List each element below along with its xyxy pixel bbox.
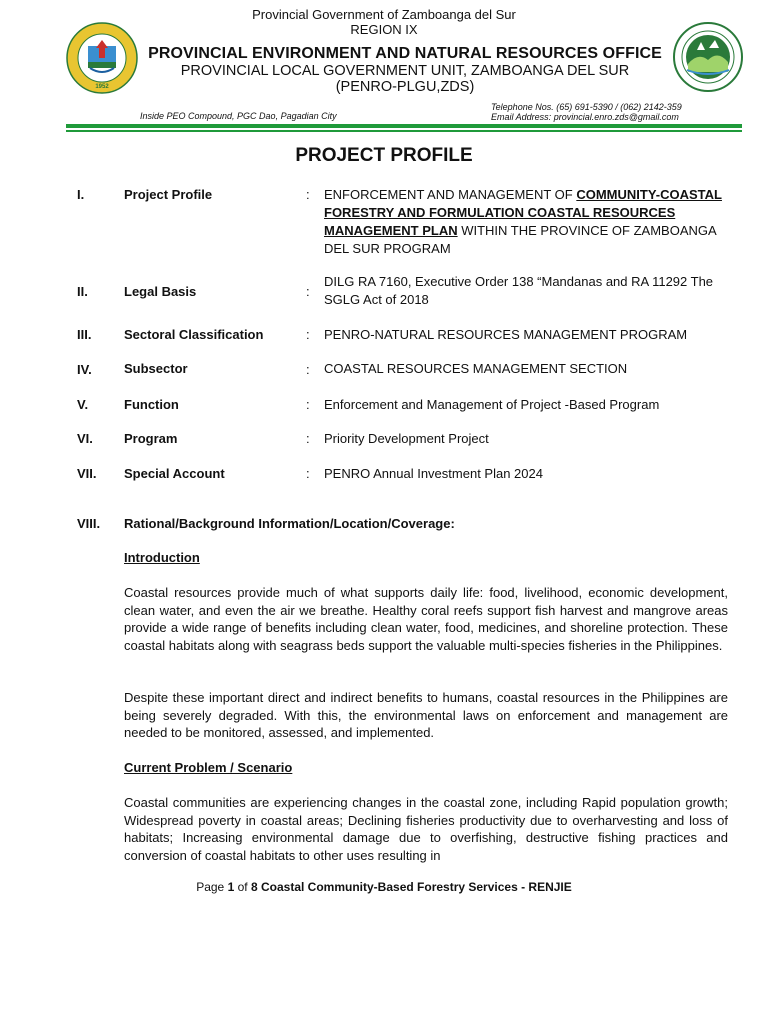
row-colon: :: [306, 187, 310, 202]
page-title: PROJECT PROFILE: [295, 145, 473, 166]
special-account-value: PENRO Annual Investment Plan 2024: [324, 466, 543, 481]
row-colon: :: [306, 284, 310, 299]
row-number: II.: [77, 284, 88, 299]
provincial-seal-icon: [66, 22, 138, 94]
introduction-paragraph-1: Coastal resources provide much of what supports daily life: food, livelihood, economic development, clean water, and even the air we breathe. Healthy coral reefs support fish harvest and mangrove areas provide a wide range of benefits including clean water, food, medicines, and shoreline protection. These coastal habitats along with seagrass beds support the valuable multi-species fisheries in the Philippines.: [124, 585, 728, 653]
row-number: I.: [77, 187, 85, 202]
row-number: III.: [77, 327, 92, 342]
footer-page-number: 1: [227, 880, 235, 894]
current-problem-paragraph: Coastal communities are experiencing changes in the coastal zone, including Rapid population growth; Widespread poverty in coastal areas; Declining fisheries productivity due to overharvesting and loss of habitats; Increasing environmental damage due to overfishing, destructive fishing practices and conversion of coastal habitats to other uses resulting in: [124, 795, 728, 863]
row-number: VII.: [77, 466, 97, 481]
row-label: Special Account: [124, 466, 225, 481]
section-heading-background: Rational/Background Information/Location/Coverage:: [124, 516, 455, 531]
value-part: ENFORCEMENT AND MANAGEMENT OF: [324, 187, 577, 202]
program-value: Priority Development Project: [324, 431, 489, 446]
subsector-value: COASTAL RESOURCES MANAGEMENT SECTION: [324, 361, 628, 376]
row-colon: :: [306, 327, 310, 342]
row-number: VI.: [77, 431, 93, 446]
row-label: Subsector: [124, 361, 188, 376]
row-colon: :: [306, 362, 310, 377]
row-number: VIII.: [77, 516, 101, 531]
value-part: WITHIN THE PROVINCE OF ZAMBOANGA DEL SUR PROGRAM: [324, 223, 716, 256]
region-label: REGION IX: [350, 22, 418, 37]
page-footer: [0, 880, 768, 894]
office-name: PROVINCIAL ENVIRONMENT AND NATURAL RESOURCES OFFICE: [148, 45, 662, 62]
row-colon: :: [306, 431, 310, 446]
government-name: Provincial Government of Zamboanga del Sur: [252, 7, 516, 22]
introduction-heading: Introduction: [124, 550, 200, 565]
enro-seal-icon: [673, 22, 743, 92]
header-rule-thin: [66, 130, 742, 132]
project-profile-value: [324, 186, 734, 258]
office-address: Inside PEO Compound, PGC Dao, Pagadian City: [140, 111, 337, 121]
header-rule-thick: [66, 124, 742, 128]
function-value: Enforcement and Management of Project -Based Program: [324, 397, 660, 412]
current-problem-heading: Current Problem / Scenario: [124, 760, 293, 775]
sectoral-classification-value: PENRO-NATURAL RESOURCES MANAGEMENT PROGRAM: [324, 327, 688, 342]
office-unit: PROVINCIAL LOCAL GOVERNMENT UNIT, ZAMBOANGA DEL SUR: [180, 63, 630, 79]
row-number: IV.: [77, 362, 92, 377]
footer-page-word: Page: [196, 880, 225, 894]
footer-total-pages: 8: [250, 880, 258, 894]
row-label: Legal Basis: [124, 284, 197, 299]
footer-text: Coastal Community-Based Forestry Services - RENJIE: [261, 880, 572, 894]
introduction-paragraph-2: Despite these important direct and indirect benefits to humans, coastal resources in the Philippines are being severely degraded. With this, the environmental laws on enforcement and management are needed to be monitored, assessed, and implemented.: [124, 690, 728, 741]
row-label: Program: [124, 431, 178, 446]
office-abbreviation: (PENRO-PLGU,ZDS): [335, 79, 475, 95]
row-number: V.: [77, 397, 89, 412]
seal-year: 1952: [95, 84, 109, 90]
footer-of-word: of: [237, 880, 248, 894]
row-colon: :: [306, 397, 310, 412]
row-colon: :: [306, 466, 310, 481]
email-address: Email Address: provincial.enro.zds@gmail.com: [491, 112, 679, 122]
row-label: Project Profile: [124, 187, 213, 202]
legal-basis-value: DILG RA 7160, Executive Order 138 “Mandanas and RA 11292 The SGLG Act of 2018: [324, 274, 714, 307]
telephone-numbers: Telephone Nos. (65) 691-5390 / (062) 2142-359: [491, 102, 682, 112]
row-label: Sectoral Classification: [124, 327, 264, 342]
value-part-underlined: COMMUNITY-COASTAL FORESTRY AND FORMULATION COASTAL RESOURCES MANAGEMENT PLAN: [324, 187, 722, 238]
row-label: Function: [124, 397, 179, 412]
